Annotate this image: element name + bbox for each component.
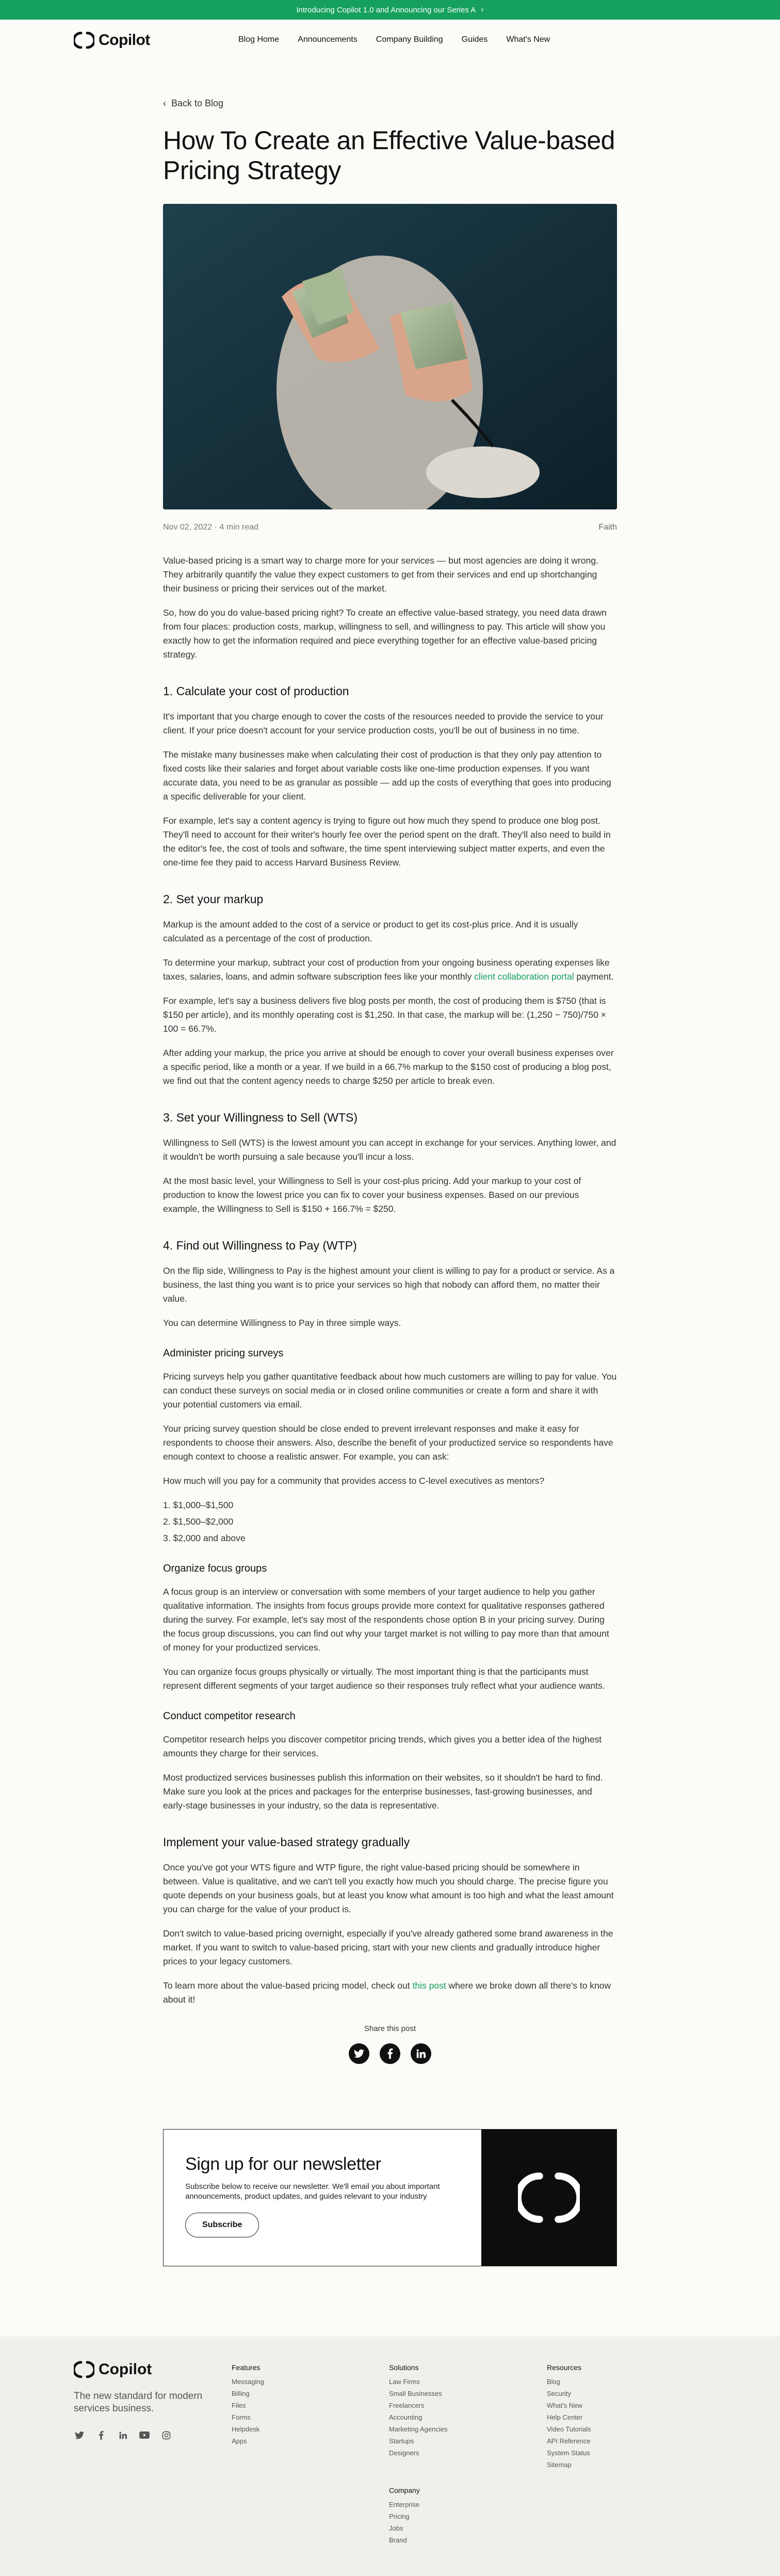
copilot-logo-icon — [518, 2169, 580, 2226]
footer-link[interactable]: System Status — [547, 2449, 590, 2457]
footer-tagline: The new standard for modern services business. — [74, 2391, 203, 2414]
instagram-icon[interactable] — [160, 2429, 172, 2441]
twitter-icon[interactable] — [74, 2429, 85, 2441]
twitter-icon[interactable] — [349, 2043, 369, 2064]
newsletter-logo-panel — [481, 2130, 616, 2266]
chevron-right-icon: › — [481, 5, 484, 14]
footer-link[interactable]: Accounting — [389, 2413, 423, 2421]
paragraph: To learn more about the value-based pricing model, check out this post where we broke down all there's to know about it! — [163, 1980, 611, 2005]
footer-link[interactable]: Enterprise — [389, 2501, 420, 2508]
client-collaboration-portal-link[interactable]: client collaboration portal — [474, 971, 574, 982]
copilot-logo-icon — [74, 2360, 94, 2379]
footer-link[interactable]: Security — [547, 2390, 571, 2397]
footer-col-heading: Solutions — [389, 2363, 419, 2372]
list-item: 2. $1,500–$2,000 — [163, 1516, 234, 1527]
section-heading: 4. Find out Willingness to Pay (WTP) — [163, 1239, 357, 1252]
youtube-icon[interactable] — [139, 2429, 150, 2441]
logo[interactable] — [74, 31, 150, 50]
footer-col-company — [389, 2486, 420, 2548]
footer-social — [74, 2429, 172, 2441]
footer-col-heading: Features — [232, 2363, 261, 2372]
section-heading: 1. Calculate your cost of production — [163, 684, 349, 698]
footer-col-features — [232, 2363, 264, 2449]
survey-options-list — [163, 1498, 617, 1545]
footer-link[interactable]: Law Firms — [389, 2378, 420, 2386]
newsletter-description: Subscribe below to receive our newsletter. We'll email you about important announcements, product updates, and guides relevant to your industry — [185, 2182, 440, 2201]
nav-blog-home[interactable]: Blog Home — [238, 35, 280, 44]
subsection-heading: Conduct competitor research — [163, 1710, 296, 1722]
section-heading: Implement your value-based strategy gradually — [163, 1835, 410, 1849]
footer-link[interactable]: Jobs — [389, 2524, 403, 2532]
paragraph: It's important that you charge enough to cover the costs of the resources needed to provide the service to your client. If your price doesn't account for your service production costs, you'll be out of business in no time. — [163, 711, 604, 735]
footer-link[interactable]: Blog — [547, 2378, 561, 2386]
footer-link[interactable]: Apps — [232, 2437, 247, 2445]
this-post-link[interactable]: this post — [412, 1980, 446, 1991]
list-item: 1. $1,000–$1,500 — [163, 1500, 234, 1510]
footer-link[interactable]: Helpdesk — [232, 2425, 260, 2433]
paragraph: So, how do you do value-based pricing right? To create an effective value-based strategy, you need data drawn from four places: production costs, markup, willingness to sell, and willingness to pay. This article will show you exactly how to get the information required and piece everything together for an effective value-based pricing strategy. — [163, 607, 607, 660]
footer-link[interactable]: Billing — [232, 2390, 250, 2397]
back-to-blog-link[interactable] — [163, 98, 617, 109]
hands-counting-money-illustration — [163, 204, 617, 509]
article-body — [163, 554, 617, 2007]
paragraph: How much will you pay for a community that provides access to C-level executives as mentors? — [163, 1476, 545, 1486]
nav-company-building[interactable]: Company Building — [376, 35, 443, 44]
footer-link[interactable]: What's New — [547, 2402, 582, 2409]
newsletter-card — [163, 2129, 617, 2266]
paragraph: To determine your markup, subtract your cost of production from your ongoing business operating expenses like taxes, salaries, loans, and admin software subscription fees like your monthly client collaboration portal payment. — [163, 957, 614, 982]
footer-link[interactable]: Files — [232, 2402, 246, 2409]
linkedin-icon[interactable] — [411, 2043, 431, 2064]
paragraph: At the most basic level, your Willingness to Sell is your cost-plus pricing. Add your markup to your cost of production to know the lowest price you can fix to cover your business expenses. Based on our previous example, the Willingness to Sell is $150 + 166.7% = $250. — [163, 1176, 581, 1214]
article-category: Faith — [598, 523, 617, 532]
footer-link[interactable]: Brand — [389, 2536, 407, 2544]
article-read-time: 4 min read — [219, 523, 259, 532]
list-item: 3. $2,000 and above — [163, 1533, 246, 1543]
paragraph: The mistake many businesses make when calculating their cost of production is that they only pay attention to fixed costs like their salaries and forget about variable costs like one-time production expenses. If you want accurate data, you need to be as granular as possible — add up the costs of everything that goes into producing a specific deliverable for your client. — [163, 749, 611, 802]
announcement-bar[interactable] — [0, 0, 780, 20]
nav-links — [238, 35, 550, 44]
paragraph: Markup is the amount added to the cost of a service or product to get its cost-plus price. And it is usually calculated as a percentage of the cost of production. — [163, 919, 578, 943]
paragraph: You can determine Willingness to Pay in three simple ways. — [163, 1318, 401, 1328]
footer-link[interactable]: Pricing — [389, 2513, 410, 2520]
back-label: Back to Blog — [171, 98, 224, 108]
paragraph: For example, let's say a business delivers five blog posts per month, the cost of producing them is $750 (that is $150 per article), and its monthly operating cost is $1,250. In that case, the markup will be: (1,250 − 750)/750 × 100 = 66.7%. — [163, 996, 606, 1034]
paragraph: You can organize focus groups physically or virtually. The most important thing is that the participants must represent different segments of your target audience so their responses truly reflect what your audience wants. — [163, 1667, 605, 1691]
nav-announcements[interactable]: Announcements — [298, 35, 358, 44]
footer-link[interactable]: API Reference — [547, 2437, 591, 2445]
footer-link[interactable]: Designers — [389, 2449, 419, 2457]
subscribe-button[interactable]: Subscribe — [185, 2213, 259, 2237]
share-label: Share this post — [364, 2024, 416, 2033]
nav-whats-new[interactable]: What's New — [506, 35, 550, 44]
footer — [0, 2337, 780, 2576]
footer-link[interactable]: Video Tutorials — [547, 2425, 591, 2433]
footer-link[interactable]: Marketing Agencies — [389, 2425, 448, 2433]
paragraph: Most productized services businesses publish this information on their websites, so it shouldn't be hard to find. Make sure you look at the prices and packages for the enterprise businesses, fast-growing businesses, and early-stage businesses in your industry, so the data is representative. — [163, 1772, 603, 1811]
footer-link[interactable]: Startups — [389, 2437, 414, 2445]
article — [163, 98, 617, 2266]
subsection-heading: Organize focus groups — [163, 1563, 267, 1574]
article-title: How To Create an Effective Value-based Pricing Strategy — [163, 126, 615, 185]
share-icons — [163, 2043, 617, 2064]
paragraph: Value-based pricing is a smart way to charge more for your services — but most agencies are doing it wrong. They arbitrarily quantify the value they expect customers to get from their services and end up shortchanging their business or pricing their services out of the market. — [163, 555, 598, 594]
chevron-left-icon: ‹ — [163, 98, 166, 108]
footer-col-heading: Resources — [547, 2363, 581, 2372]
announcement-text[interactable]: Introducing Copilot 1.0 and Announcing our Series A — [296, 5, 476, 14]
nav-guides[interactable]: Guides — [461, 35, 488, 44]
logo-text: Copilot — [99, 31, 150, 49]
share-section — [163, 2024, 617, 2064]
footer-link[interactable]: Freelancers — [389, 2402, 425, 2409]
footer-col-resources — [547, 2363, 591, 2473]
paragraph: Don't switch to value-based pricing overnight, especially if you've already gathered some brand awareness in the market. If you want to switch to value-based pricing, start with your new clients and gradually introduce higher prices to your legacy customers. — [163, 1928, 613, 1966]
footer-col-solutions — [389, 2363, 447, 2461]
section-heading: 3. Set your Willingness to Sell (WTS) — [163, 1111, 358, 1124]
paragraph: Once you've got your WTS figure and WTP figure, the right value-based pricing should be somewhere in between. Value is qualitative, and we can't tell you exactly how much you should charge. The precise figure you quote depends on your business goals, but at least you know what amount is too high and what the least amount you can charge for the value of your product is. — [163, 1862, 614, 1914]
footer-col-heading: Company — [389, 2486, 420, 2494]
footer-link[interactable]: Help Center — [547, 2413, 583, 2421]
top-nav — [0, 20, 780, 61]
paragraph: Your pricing survey question should be close ended to prevent irrelevant responses and make it easy for respondents to choose their answers. Also, describe the benefit of your productized service so respondents have enough context to choose a realistic answer. For example, you can ask: — [163, 1423, 613, 1462]
article-date: Nov 02, 2022 — [163, 523, 213, 532]
paragraph: A focus group is an interview or conversation with some members of your target audience to help you gather qualitative information. The insights from focus groups provide more context for qualitative responses gathered during the survey. For example, let's say most of the respondents chose option B in your pricing survey. During the focus group discussions, you can find out why your target market is not willing to pay more than that amount of money for your productized services. — [163, 1587, 609, 1653]
subsection-heading: Administer pricing surveys — [163, 1348, 284, 1359]
paragraph: Competitor research helps you discover competitor pricing trends, which gives you a better idea of the highest amounts they charge for their services. — [163, 1734, 602, 1758]
paragraph: After adding your markup, the price you arrive at should be enough to cover your overall business expenses over a specific period, like a month or a year. If we build in a 66.7% markup to the $150 cost of producing a blog post, we find out that the content agency needs to charge $250 per article to break even. — [163, 1048, 614, 1086]
article-meta: Nov 02, 2022 · 4 min read Faith — [163, 523, 617, 532]
paragraph: On the flip side, Willingness to Pay is the highest amount your client is willing to pay for a product or service. As a business, the last thing you want is to price your services so high that nobody can afford them, no matter their value. — [163, 1266, 615, 1304]
linkedin-icon[interactable] — [117, 2429, 128, 2441]
facebook-icon[interactable] — [380, 2043, 400, 2064]
paragraph: Pricing surveys help you gather quantitative feedback about how much customers are willing to pay for value. You can conduct these surveys on social media or in closed online communities or create a form and share it with your potential customers via email. — [163, 1371, 617, 1410]
newsletter-title: Sign up for our newsletter — [185, 2154, 381, 2174]
hero-image — [163, 204, 617, 509]
paragraph: Willingness to Sell (WTS) is the lowest amount you can accept in exchange for your services. Anything lower, and it wouldn't be worth pursuing a sale because you'll incur a loss. — [163, 1138, 616, 1162]
footer-link[interactable]: Messaging — [232, 2378, 264, 2386]
copilot-logo-icon — [74, 31, 94, 50]
footer-link[interactable]: Small Businesses — [389, 2390, 442, 2397]
section-heading: 2. Set your markup — [163, 892, 264, 906]
facebook-icon[interactable] — [95, 2429, 107, 2441]
footer-link[interactable]: Sitemap — [547, 2461, 572, 2469]
paragraph: For example, let's say a content agency is trying to figure out how much they spend to produce one blog post. They'll need to account for their writer's hourly fee over the period spent on the draft. They'll also need to build in the editor's fee, the cost of tools and software, the time spent interviewing subject matter experts, and even the one-time fee they paid to access Harvard Business Review. — [163, 815, 611, 868]
logo-text: Copilot — [99, 2361, 152, 2378]
footer-link[interactable]: Forms — [232, 2413, 251, 2421]
footer-logo[interactable] — [74, 2360, 152, 2379]
